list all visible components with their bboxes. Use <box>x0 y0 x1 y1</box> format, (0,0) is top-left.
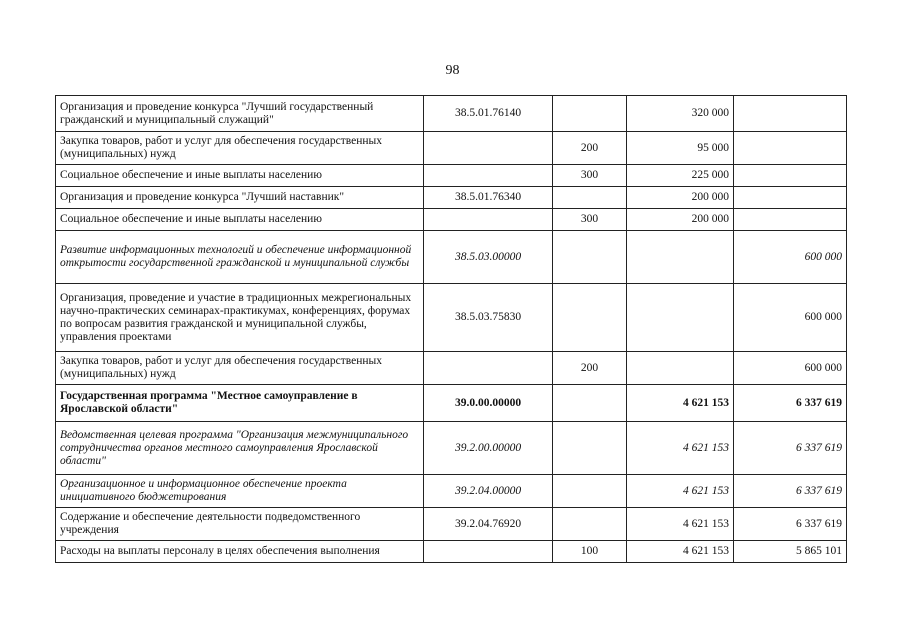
cell-item-name: Закупка товаров, работ и услуг для обеспечения государственных (муниципальных) нужд <box>56 132 424 165</box>
cell-amount-year-1: 4 621 153 <box>627 541 734 563</box>
cell-expense-type <box>553 284 627 352</box>
table-row <box>56 508 847 541</box>
cell-target-code: 39.2.04.00000 <box>424 475 553 508</box>
cell-item-name: Социальное обеспечение и иные выплаты населению <box>56 209 424 231</box>
cell-target-code: 39.0.00.00000 <box>424 385 553 422</box>
cell-amount-year-2: 6 337 619 <box>734 385 847 422</box>
cell-amount-year-2: 600 000 <box>734 284 847 352</box>
table-row <box>56 132 847 165</box>
table-row <box>56 352 847 385</box>
cell-item-name: Государственная программа "Местное самоуправление в Ярославской области" <box>56 385 424 422</box>
cell-amount-year-1: 4 621 153 <box>627 385 734 422</box>
cell-amount-year-2 <box>734 209 847 231</box>
cell-amount-year-2: 600 000 <box>734 231 847 284</box>
cell-item-name: Организация и проведение конкурса "Лучший наставник" <box>56 187 424 209</box>
cell-item-name: Организация и проведение конкурса "Лучший государственный гражданский и муниципальный служащий" <box>56 96 424 132</box>
cell-target-code <box>424 165 553 187</box>
cell-target-code: 39.2.04.76920 <box>424 508 553 541</box>
cell-item-name: Организационное и информационное обеспечение проекта инициативного бюджетирования <box>56 475 424 508</box>
cell-amount-year-1: 4 621 153 <box>627 508 734 541</box>
cell-amount-year-2 <box>734 132 847 165</box>
cell-item-name: Расходы на выплаты персоналу в целях обеспечения выполнения <box>56 541 424 563</box>
budget-table <box>55 95 847 563</box>
cell-amount-year-2: 5 865 101 <box>734 541 847 563</box>
cell-target-code: 38.5.03.75830 <box>424 284 553 352</box>
cell-amount-year-1: 95 000 <box>627 132 734 165</box>
table-row <box>56 231 847 284</box>
cell-expense-type <box>553 475 627 508</box>
budget-table-body <box>56 96 847 563</box>
cell-expense-type: 300 <box>553 165 627 187</box>
cell-amount-year-1: 225 000 <box>627 165 734 187</box>
table-row <box>56 284 847 352</box>
cell-item-name: Содержание и обеспечение деятельности подведомственного учреждения <box>56 508 424 541</box>
page-number: 98 <box>445 63 460 78</box>
cell-expense-type <box>553 187 627 209</box>
cell-target-code <box>424 352 553 385</box>
cell-expense-type <box>553 508 627 541</box>
cell-amount-year-1: 200 000 <box>627 209 734 231</box>
table-row <box>56 187 847 209</box>
cell-amount-year-2 <box>734 96 847 132</box>
cell-amount-year-1: 4 621 153 <box>627 422 734 475</box>
cell-amount-year-1: 320 000 <box>627 96 734 132</box>
table-row <box>56 541 847 563</box>
cell-item-name: Ведомственная целевая программа "Организация межмуниципального сотрудничества органов местного самоуправления Ярославской области" <box>56 422 424 475</box>
cell-target-code: 38.5.01.76340 <box>424 187 553 209</box>
cell-item-name: Организация, проведение и участие в традиционных межрегиональных научно-практических семинарах-практикумах, конференциях, форумах по вопросам развития гражданской и муниципальной службы, управления проектами <box>56 284 424 352</box>
table-row <box>56 475 847 508</box>
table-row <box>56 96 847 132</box>
cell-expense-type <box>553 385 627 422</box>
cell-target-code: 38.5.01.76140 <box>424 96 553 132</box>
cell-expense-type: 100 <box>553 541 627 563</box>
cell-item-name: Закупка товаров, работ и услуг для обеспечения государственных (муниципальных) нужд <box>56 352 424 385</box>
cell-amount-year-1 <box>627 352 734 385</box>
cell-target-code <box>424 132 553 165</box>
cell-item-name: Развитие информационных технологий и обеспечение информационной открытости государственной гражданской и муниципальной службы <box>56 231 424 284</box>
cell-amount-year-2: 6 337 619 <box>734 475 847 508</box>
table-row <box>56 209 847 231</box>
cell-amount-year-1 <box>627 231 734 284</box>
table-row <box>56 385 847 422</box>
cell-item-name: Социальное обеспечение и иные выплаты населению <box>56 165 424 187</box>
cell-expense-type <box>553 231 627 284</box>
cell-amount-year-1: 4 621 153 <box>627 475 734 508</box>
cell-amount-year-2: 6 337 619 <box>734 422 847 475</box>
cell-expense-type: 300 <box>553 209 627 231</box>
cell-target-code <box>424 541 553 563</box>
cell-amount-year-2: 600 000 <box>734 352 847 385</box>
cell-amount-year-1: 200 000 <box>627 187 734 209</box>
cell-target-code <box>424 209 553 231</box>
cell-amount-year-1 <box>627 284 734 352</box>
cell-amount-year-2 <box>734 187 847 209</box>
cell-target-code: 38.5.03.00000 <box>424 231 553 284</box>
cell-amount-year-2 <box>734 165 847 187</box>
cell-amount-year-2: 6 337 619 <box>734 508 847 541</box>
cell-expense-type: 200 <box>553 132 627 165</box>
cell-target-code: 39.2.00.00000 <box>424 422 553 475</box>
table-row <box>56 422 847 475</box>
cell-expense-type: 200 <box>553 352 627 385</box>
cell-expense-type <box>553 422 627 475</box>
table-row <box>56 165 847 187</box>
cell-expense-type <box>553 96 627 132</box>
